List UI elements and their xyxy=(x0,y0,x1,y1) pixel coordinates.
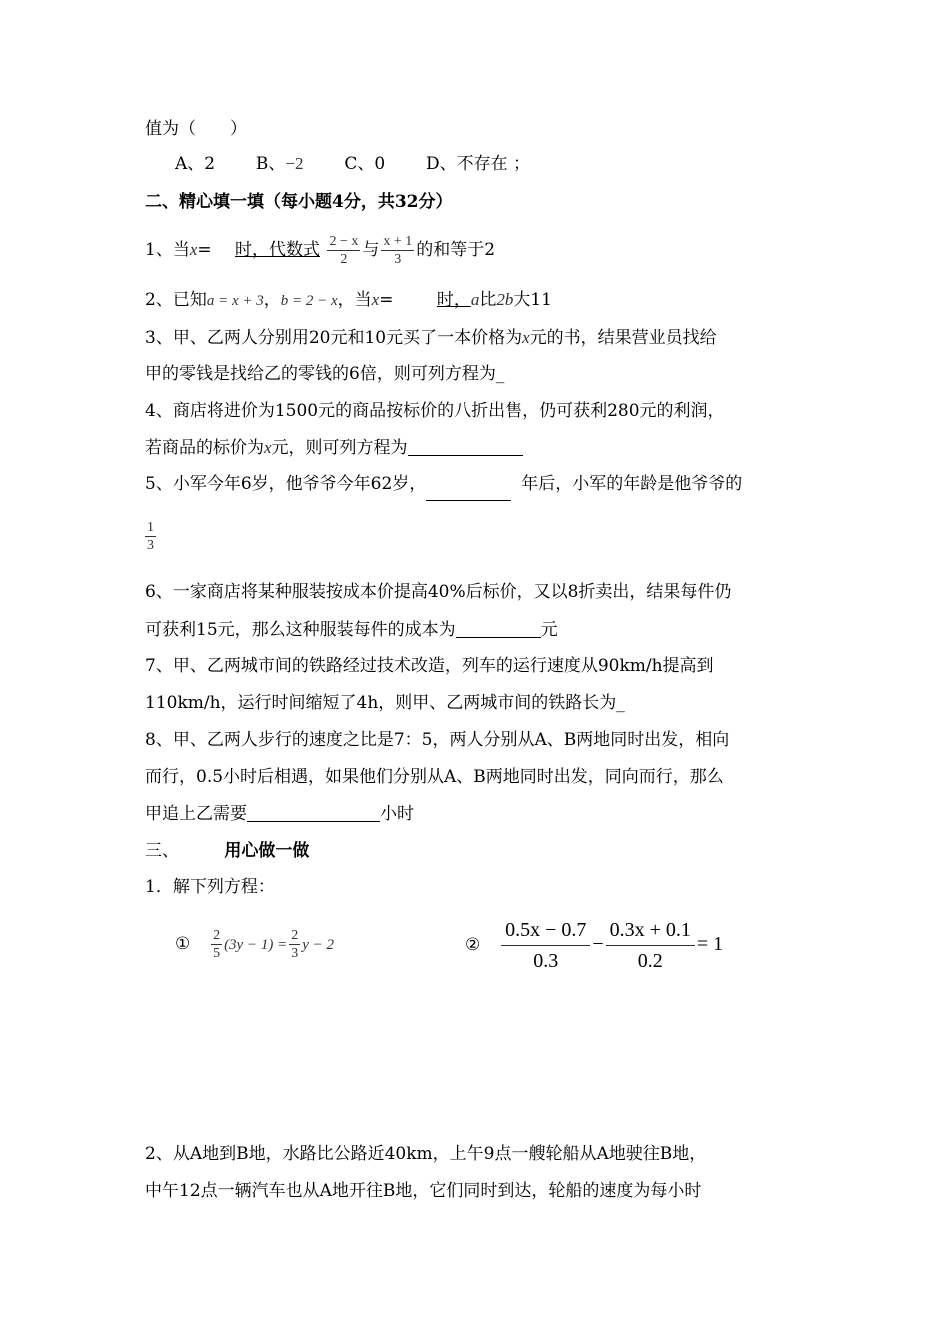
q4-text-a: 若商品的标价为 xyxy=(145,438,264,458)
eq2-frac2-num: 0.3x + 0.1 xyxy=(606,919,695,946)
question-7-line-1 xyxy=(145,654,714,678)
q6-line1-text: 6、一家商店将某种服装按成本价提高40%后标价，又以8折卖出，结果每件仍 xyxy=(145,582,732,602)
q2-var-a: a xyxy=(470,290,480,309)
q1-suffix: 的和等于2 xyxy=(416,240,496,260)
q2-equals: = xyxy=(379,290,394,310)
q5-fraction xyxy=(145,520,156,553)
choice-b-value: −2 xyxy=(285,154,304,173)
choice-b-label: B、 xyxy=(255,154,286,174)
section-3-heading xyxy=(145,839,309,863)
problem-1-title xyxy=(145,875,275,899)
eq2-minus: − xyxy=(592,933,604,955)
question-8-line-1 xyxy=(145,728,729,752)
q8-answer-blank[interactable] xyxy=(247,803,380,822)
q2-comma: ， xyxy=(263,290,281,310)
q5-text-a: 5、小军今年6岁，他爷爷今年62岁， xyxy=(145,474,427,494)
q1-var-x: x xyxy=(189,240,198,259)
choice-c: C、0 xyxy=(344,154,386,174)
q8-text-b: 小时 xyxy=(380,804,414,824)
q2-prefix: 2、已知 xyxy=(145,290,207,310)
eq1-middle: (3y − 1) = xyxy=(224,937,288,953)
q2-bi: 比 xyxy=(479,290,497,310)
q1-frac1-den: 2 xyxy=(340,252,348,267)
choices-row xyxy=(175,152,530,176)
q2-blank-text: 时， xyxy=(436,290,471,310)
q1-mid: 与 xyxy=(362,240,380,260)
equation-1-marker: ① xyxy=(175,934,191,954)
q6-text-b: 元 xyxy=(540,620,558,640)
q3-text-a: 3、甲、乙两人分别用20元和10元买了一本价格为 xyxy=(145,328,523,348)
choice-a: A、2 xyxy=(175,154,216,174)
q3-text-b: 元的书，结果营业员找给 xyxy=(529,328,717,348)
q1-frac2-den: 3 xyxy=(394,252,402,267)
eq2-frac2-den: 0.2 xyxy=(637,950,663,972)
q1-fraction-2 xyxy=(381,234,414,267)
question-6-line-1 xyxy=(145,580,731,604)
stem-text: 值为（ ） xyxy=(145,119,247,139)
problem-1-title-text: 1．解下列方程： xyxy=(145,877,275,897)
eq2-fraction-2 xyxy=(606,919,695,972)
eq1-frac1-den: 5 xyxy=(213,946,221,961)
question-3-line-2 xyxy=(145,362,504,386)
eq1-tail: y − 2 xyxy=(302,937,334,953)
q3-line2-text: 甲的零钱是找给乙的零钱的6倍，则可列方程为_ xyxy=(145,364,505,384)
eq1-frac1-num: 2 xyxy=(213,928,221,943)
q2-suffix: 大11 xyxy=(513,290,552,310)
question-3-line-1 xyxy=(145,326,717,350)
q4-var-x: x xyxy=(264,438,272,457)
question-2 xyxy=(145,288,552,313)
eq1-fraction-2 xyxy=(289,928,300,961)
q1-frac1-num: 2 − x xyxy=(329,234,359,249)
q2-var-2b: 2b xyxy=(496,290,514,309)
equation-2 xyxy=(465,918,723,972)
section-3-title: 用心做一做 xyxy=(224,841,310,861)
q4-text-b: 元，则可列方程为 xyxy=(271,438,408,458)
question-stem-tail xyxy=(145,117,247,141)
q4-line1-text: 4、商店将进价为1500元的商品按标价的八折出售，仍可获利280元的利润， xyxy=(145,401,725,421)
eq2-fraction-1 xyxy=(501,919,590,972)
q1-blank-text: 时，代数式 xyxy=(235,240,321,260)
q7-line1-text: 7、甲、乙两城市间的铁路经过技术改造，列车的运行速度从90km/h提高到 xyxy=(145,656,714,676)
q2-mid: ，当 xyxy=(337,290,372,310)
q6-answer-blank[interactable] xyxy=(456,619,541,638)
eq1-fraction-1 xyxy=(211,928,222,961)
equation-2-marker: ② xyxy=(465,935,481,955)
eq1-frac2-num: 2 xyxy=(291,928,299,943)
equation-1 xyxy=(175,924,334,965)
q5-text-b: 年后，小军的年龄是他爷爷的 xyxy=(521,474,743,494)
q3-var-x: x xyxy=(522,328,530,347)
q5-answer-blank[interactable] xyxy=(426,472,511,501)
q5-frac-den: 3 xyxy=(147,538,154,553)
question-1 xyxy=(145,234,495,267)
q5-frac-num: 1 xyxy=(147,520,154,535)
problem-2-line2-text: 中午12点一辆汽车也从A地开往B地，它们同时到达，轮船的速度为每小时 xyxy=(145,1181,702,1201)
problem-2-line-1 xyxy=(145,1142,706,1166)
choice-d: D、不存在 ； xyxy=(425,154,530,174)
q2-expr-b: b = 2 − x xyxy=(280,293,338,309)
section-2-heading xyxy=(145,190,453,214)
q4-answer-blank[interactable] xyxy=(408,437,523,456)
q6-text-a: 可获利15元，那么这种服装每件的成本为 xyxy=(145,620,456,640)
eq2-tail: = 1 xyxy=(696,933,724,955)
eq2-frac1-den: 0.3 xyxy=(533,950,559,972)
section-2-title: 二、精心填一填（每小题4分，共32分） xyxy=(145,192,453,212)
q2-var-x: x xyxy=(371,290,380,309)
q1-fraction-1 xyxy=(327,234,360,267)
q8-line2-text: 而行，0.5小时后相遇，如果他们分别从A、B两地同时出发，同向而行，那么 xyxy=(145,767,724,787)
q8-line1-text: 8、甲、乙两人步行的速度之比是7：5，两人分别从A、B两地同时出发，相向 xyxy=(145,730,730,750)
q8-text-a: 甲追上乙需要 xyxy=(145,804,247,824)
eq2-frac1-num: 0.5x − 0.7 xyxy=(501,919,590,946)
section-3-number: 三、 xyxy=(145,841,179,861)
question-5-line-1 xyxy=(145,472,742,501)
q7-line2-text: 110km/h，运行时间缩短了4h，则甲、乙两城市间的铁路长为_ xyxy=(145,693,625,713)
problem-2-line-2 xyxy=(145,1179,701,1203)
q1-equals: = xyxy=(197,240,212,260)
question-5-fraction xyxy=(145,520,158,553)
question-6-line-2 xyxy=(145,618,558,642)
question-4-line-2 xyxy=(145,436,523,460)
q2-expr-a: a = x + 3 xyxy=(206,293,264,309)
question-4-line-1 xyxy=(145,399,725,423)
eq1-frac2-den: 3 xyxy=(291,946,299,961)
problem-2-line1-text: 2、从A地到B地，水路比公路近40km，上午9点一艘轮船从A地驶往B地， xyxy=(145,1144,707,1164)
question-7-line-2 xyxy=(145,691,625,715)
question-8-line-2 xyxy=(145,765,724,789)
question-8-line-3 xyxy=(145,802,414,826)
q1-frac2-num: x + 1 xyxy=(383,234,413,249)
q1-prefix: 1、当 xyxy=(145,240,190,260)
